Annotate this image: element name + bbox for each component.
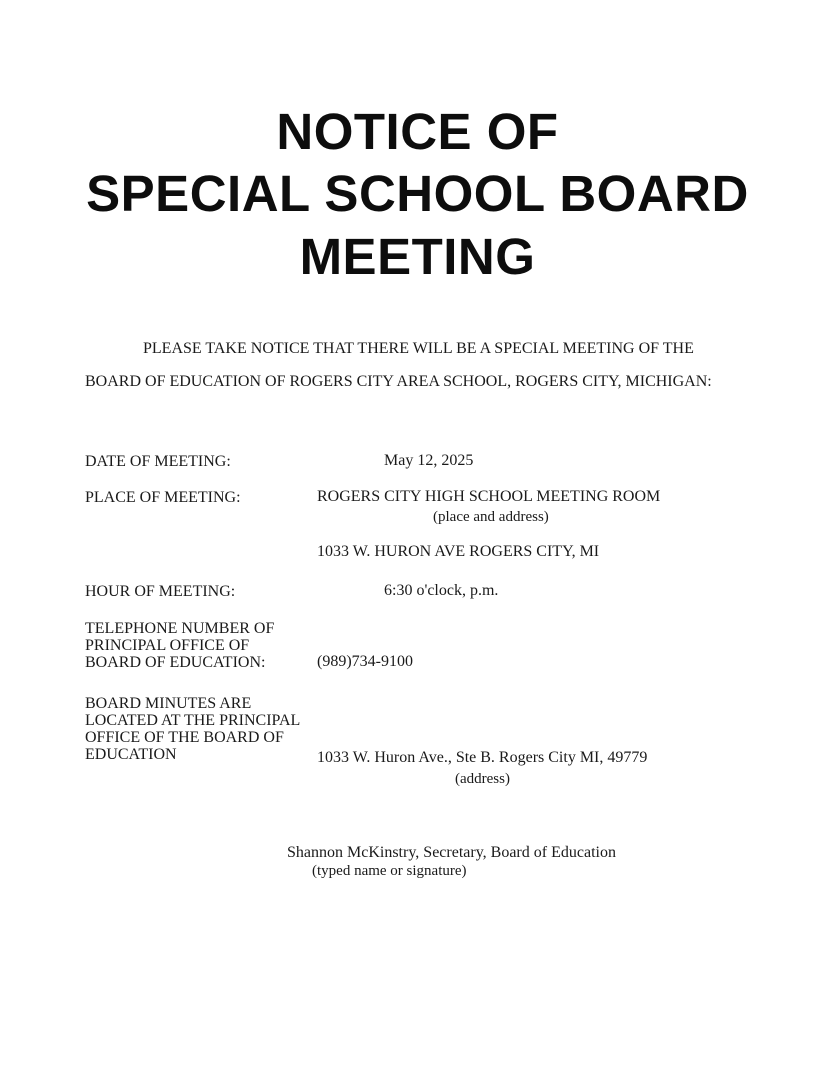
signature-caption: (typed name or signature) (312, 863, 467, 879)
minutes-address-caption: (address) (455, 771, 510, 787)
place-value: ROGERS CITY HIGH SCHOOL MEETING ROOM (317, 488, 661, 505)
title-line-2: SPECIAL SCHOOL BOARD (86, 165, 749, 222)
signature-name: Shannon McKinstry, Secretary, Board of Education (287, 844, 616, 861)
minutes-label-line-2: LOCATED AT THE PRINCIPAL (85, 712, 301, 729)
minutes-label-line-1: BOARD MINUTES ARE (85, 695, 252, 712)
minutes-label-line-3: OFFICE OF THE BOARD OF (85, 729, 284, 746)
place-address: 1033 W. HURON AVE ROGERS CITY, MI (317, 543, 600, 560)
place-label: PLACE OF MEETING: (85, 489, 241, 506)
title-line-1: NOTICE OF (276, 103, 559, 160)
minutes-address-value: 1033 W. Huron Ave., Ste B. Rogers City MI, 49779 (317, 749, 648, 766)
intro-line-2: BOARD OF EDUCATION OF ROGERS CITY AREA SCHOOL, ROGERS CITY, MICHIGAN: (85, 373, 712, 390)
minutes-label-line-4: EDUCATION (85, 746, 177, 763)
hour-label: HOUR OF MEETING: (85, 583, 236, 600)
date-label: DATE OF MEETING: (85, 453, 231, 470)
hour-value: 6:30 o'clock, p.m. (384, 582, 499, 599)
title-line-3: MEETING (299, 228, 536, 285)
telephone-label-line-1: TELEPHONE NUMBER OF (85, 620, 275, 637)
intro-line-1: PLEASE TAKE NOTICE THAT THERE WILL BE A SPECIAL MEETING OF THE (143, 340, 694, 357)
date-value: May 12, 2025 (384, 452, 474, 469)
telephone-value: (989)734-9100 (317, 653, 413, 670)
telephone-label-line-2: PRINCIPAL OFFICE OF (85, 637, 250, 654)
place-caption: (place and address) (433, 509, 549, 525)
telephone-label-line-3: BOARD OF EDUCATION: (85, 654, 266, 671)
